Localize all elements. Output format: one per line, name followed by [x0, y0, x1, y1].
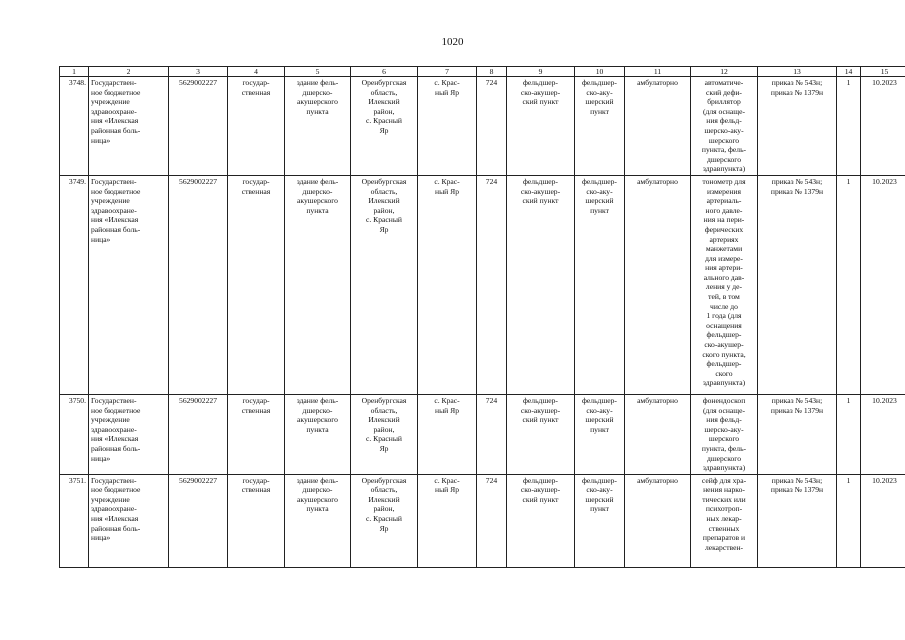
- unit-cell: фельдшер- ско-аку- шерский пункт: [575, 175, 625, 394]
- table-row: [60, 175, 905, 394]
- order-cell: приказ № 543н; приказ № 1379н: [758, 175, 837, 394]
- column-number: 1: [60, 67, 89, 77]
- unit-cell: фельдшер- ско-аку- шерский пункт: [575, 474, 625, 567]
- code-cell: 5629002227: [169, 394, 228, 474]
- unit-type-cell: фельдшер- ско-акушер- ский пункт: [507, 77, 575, 176]
- building-cell: здание фель- дшерско- акушерского пункта: [285, 175, 351, 394]
- code-cell: 5629002227: [169, 77, 228, 176]
- column-number: 7: [418, 67, 477, 77]
- address-cell: Оренбургская область, Илекский район, с. Красный Яр: [351, 175, 418, 394]
- unit-cell: фельдшер- ско-аку- шерский пункт: [575, 394, 625, 474]
- organization-cell: Государствен- ное бюджетное учреждение здравоохране- ния «Илекская районная боль- ница»: [89, 394, 169, 474]
- column-number: 2: [89, 67, 169, 77]
- organization-cell: Государствен- ное бюджетное учреждение здравоохране- ния «Илекская районная боль- ница»: [89, 77, 169, 176]
- settlement-cell: с. Крас- ный Яр: [418, 175, 477, 394]
- building-cell: здание фель- дшерско- акушерского пункта: [285, 77, 351, 176]
- table-row: [60, 77, 905, 176]
- unit-cell: фельдшер- ско-аку- шерский пункт: [575, 77, 625, 176]
- equipment-cell: сейф для хра- нения нарко- тических или психотроп- ных лекар- ственных препаратов и лекарствен-: [691, 474, 758, 567]
- quantity-cell: 1: [837, 77, 861, 176]
- care-cell: амбулаторно: [625, 474, 691, 567]
- quantity-cell: 1: [837, 474, 861, 567]
- ownership-cell: государ- ственная: [228, 77, 285, 176]
- address-cell: Оренбургская область, Илекский район, с. Красный Яр: [351, 394, 418, 474]
- date-cell: 10.2023: [861, 474, 905, 567]
- column-number: 15: [861, 67, 905, 77]
- number-cell: 724: [477, 77, 507, 176]
- unit-type-cell: фельдшер- ско-акушер- ский пункт: [507, 394, 575, 474]
- column-number: 10: [575, 67, 625, 77]
- unit-type-cell: фельдшер- ско-акушер- ский пункт: [507, 175, 575, 394]
- date-cell: 10.2023: [861, 175, 905, 394]
- column-number: 5: [285, 67, 351, 77]
- code-cell: 5629002227: [169, 175, 228, 394]
- care-cell: амбулаторно: [625, 77, 691, 176]
- equipment-cell: фонендоскоп (для оснаще- ния фельд- шерско-аку- шерского пункта, фель- дшерского здравпункта): [691, 394, 758, 474]
- quantity-cell: 1: [837, 175, 861, 394]
- column-number: 11: [625, 67, 691, 77]
- date-cell: 10.2023: [861, 394, 905, 474]
- code-cell: 5629002227: [169, 474, 228, 567]
- number-cell: 724: [477, 175, 507, 394]
- ownership-cell: государ- ственная: [228, 474, 285, 567]
- table-row: [60, 394, 905, 474]
- number-cell: 724: [477, 474, 507, 567]
- settlement-cell: с. Крас- ный Яр: [418, 474, 477, 567]
- building-cell: здание фель- дшерско- акушерского пункта: [285, 394, 351, 474]
- organization-cell: Государствен- ное бюджетное учреждение здравоохране- ния «Илекская районная боль- ница»: [89, 474, 169, 567]
- ownership-cell: государ- ственная: [228, 394, 285, 474]
- column-number-row: [60, 67, 905, 77]
- page-number: 1020: [441, 36, 464, 48]
- number-cell: 724: [477, 394, 507, 474]
- register-table: [59, 66, 905, 568]
- table-row: [60, 474, 905, 567]
- ownership-cell: государ- ственная: [228, 175, 285, 394]
- care-cell: амбулаторно: [625, 175, 691, 394]
- column-number: 14: [837, 67, 861, 77]
- address-cell: Оренбургская область, Илекский район, с. Красный Яр: [351, 474, 418, 567]
- column-number: 8: [477, 67, 507, 77]
- unit-type-cell: фельдшер- ско-акушер- ский пункт: [507, 474, 575, 567]
- organization-cell: Государствен- ное бюджетное учреждение здравоохране- ния «Илекская районная боль- ница»: [89, 175, 169, 394]
- order-cell: приказ № 543н; приказ № 1379н: [758, 474, 837, 567]
- equipment-cell: тонометр для измерения артериаль- ного давле- ния на пери- ферических артериях манжетами для измере- ния артери- ального дав- ления у де- тей, в том числе до 1 года (для оснащения фельдшер- ско-акушер- ского пункта, фельдшер- ского здравпункта): [691, 175, 758, 394]
- care-cell: амбулаторно: [625, 394, 691, 474]
- row-number: 3749.: [60, 175, 89, 394]
- settlement-cell: с. Крас- ный Яр: [418, 77, 477, 176]
- order-cell: приказ № 543н; приказ № 1379н: [758, 77, 837, 176]
- row-number: 3750.: [60, 394, 89, 474]
- row-number: 3748.: [60, 77, 89, 176]
- column-number: 3: [169, 67, 228, 77]
- column-number: 9: [507, 67, 575, 77]
- order-cell: приказ № 543н; приказ № 1379н: [758, 394, 837, 474]
- address-cell: Оренбургская область, Илекский район, с. Красный Яр: [351, 77, 418, 176]
- column-number: 6: [351, 67, 418, 77]
- row-number: 3751.: [60, 474, 89, 567]
- date-cell: 10.2023: [861, 77, 905, 176]
- column-number: 12: [691, 67, 758, 77]
- column-number: 4: [228, 67, 285, 77]
- column-number: 13: [758, 67, 837, 77]
- quantity-cell: 1: [837, 394, 861, 474]
- settlement-cell: с. Крас- ный Яр: [418, 394, 477, 474]
- building-cell: здание фель- дшерско- акушерского пункта: [285, 474, 351, 567]
- equipment-cell: автоматиче- ский дефи- бриллятор (для оснаще- ния фельд- шерско-аку- шерского пункта, фель- дшерского здравпункта): [691, 77, 758, 176]
